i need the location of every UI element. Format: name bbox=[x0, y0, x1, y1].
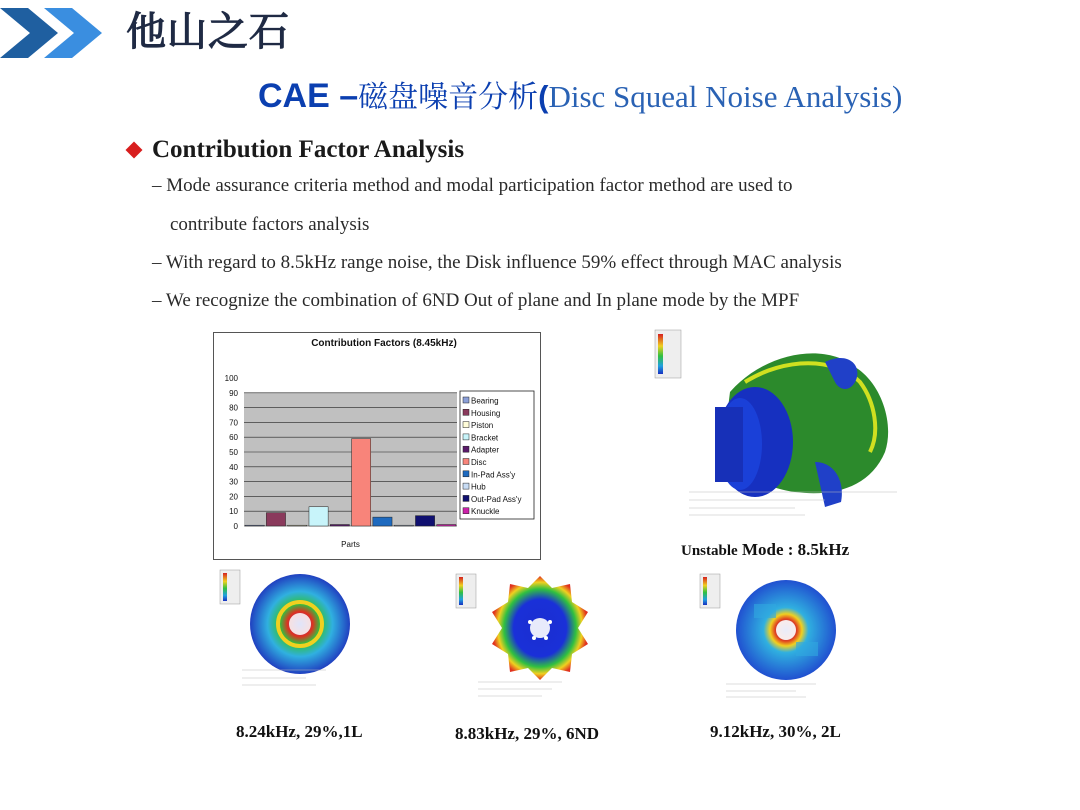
plot-area bbox=[244, 393, 457, 526]
legend-swatch bbox=[463, 471, 469, 477]
legend-swatch bbox=[463, 483, 469, 489]
body-line-1: – Mode assurance criteria method and modal participation factor method are used to bbox=[152, 175, 793, 196]
body-line-4: – We recognize the combination of 6ND Out of plane and In plane mode by the MPF bbox=[152, 290, 800, 311]
bar bbox=[373, 517, 392, 526]
contribution-chart bbox=[213, 332, 541, 560]
bar bbox=[394, 525, 413, 526]
legend-swatch bbox=[463, 459, 469, 465]
title-chinese: 磁盘噪音分析 bbox=[358, 80, 539, 115]
legend-label: Bearing bbox=[471, 396, 499, 406]
legend-label: Housing bbox=[471, 408, 501, 418]
slide-title bbox=[258, 70, 902, 124]
disc-mode-1l-figure bbox=[216, 566, 356, 696]
mode-caption-1: 8.24kHz, 29%,1L bbox=[236, 722, 363, 741]
legend-label: Knuckle bbox=[471, 507, 500, 517]
bar bbox=[330, 525, 349, 526]
bar bbox=[437, 525, 456, 526]
disc-mode-6nd-figure bbox=[452, 570, 592, 700]
legend-label: Adapter bbox=[471, 445, 500, 455]
y-tick-label: 50 bbox=[229, 448, 238, 457]
diamond-bullet-icon bbox=[126, 141, 143, 158]
legend-swatch bbox=[463, 397, 469, 403]
legend-label: Disc bbox=[471, 458, 487, 467]
legend-label: Hub bbox=[471, 482, 486, 492]
legend-label: Piston bbox=[471, 421, 494, 431]
y-tick-label: 40 bbox=[229, 462, 238, 472]
bar bbox=[245, 525, 264, 526]
y-tick-label: 10 bbox=[229, 507, 238, 517]
mode-caption-3: 9.12kHz, 30%, 2L bbox=[710, 722, 841, 741]
chevron-arrows-icon bbox=[0, 8, 116, 58]
brand-title: 他山之石 bbox=[126, 9, 290, 55]
section-heading-text: Contribution Factor Analysis bbox=[152, 136, 465, 163]
body-line-3: – With regard to 8.5kHz range noise, the Disk influence 59% effect through MAC analysis bbox=[152, 252, 842, 273]
title-paren: ( bbox=[538, 79, 549, 114]
bar bbox=[415, 516, 434, 526]
legend-swatch bbox=[463, 508, 469, 514]
x-axis-label: Parts bbox=[341, 540, 360, 549]
y-tick-label: 0 bbox=[233, 522, 238, 531]
disc-mode-2l-figure bbox=[696, 570, 846, 700]
y-tick-label: 80 bbox=[229, 403, 238, 413]
chart-svg bbox=[214, 333, 540, 559]
legend-label: In-Pad Ass'y bbox=[471, 470, 516, 480]
legend-label: Bracket bbox=[471, 433, 499, 443]
y-tick-label: 30 bbox=[229, 477, 238, 487]
mode-caption-2: 8.83kHz, 29%, 6ND bbox=[455, 724, 600, 743]
title-english: Disc Squeal Noise Analysis) bbox=[548, 79, 903, 114]
bar bbox=[288, 525, 307, 526]
legend-swatch bbox=[463, 409, 469, 415]
legend-swatch bbox=[463, 495, 469, 501]
knuckle-fea-figure bbox=[645, 322, 915, 532]
y-tick-label: 20 bbox=[229, 492, 238, 502]
bar bbox=[309, 507, 328, 526]
legend-swatch bbox=[463, 446, 469, 452]
legend-label: Out-Pad Ass'y bbox=[471, 494, 522, 504]
bar bbox=[352, 439, 371, 526]
body-line-2: contribute factors analysis bbox=[170, 214, 370, 235]
y-tick-label: 90 bbox=[229, 388, 238, 398]
bar bbox=[266, 513, 285, 526]
legend-swatch bbox=[463, 434, 469, 440]
title-prefix: CAE – bbox=[258, 77, 359, 115]
y-tick-label: 60 bbox=[229, 433, 238, 443]
legend-swatch bbox=[463, 422, 469, 428]
unstable-mode-caption bbox=[681, 540, 849, 560]
unstable-prefix: Unstable bbox=[681, 543, 738, 559]
chart-title: Contribution Factors (8.45kHz) bbox=[311, 338, 457, 349]
y-tick-label: 100 bbox=[224, 374, 238, 383]
unstable-main: Mode : 8.5kHz bbox=[741, 540, 850, 559]
y-tick-label: 70 bbox=[229, 418, 238, 428]
section-heading bbox=[126, 136, 464, 164]
